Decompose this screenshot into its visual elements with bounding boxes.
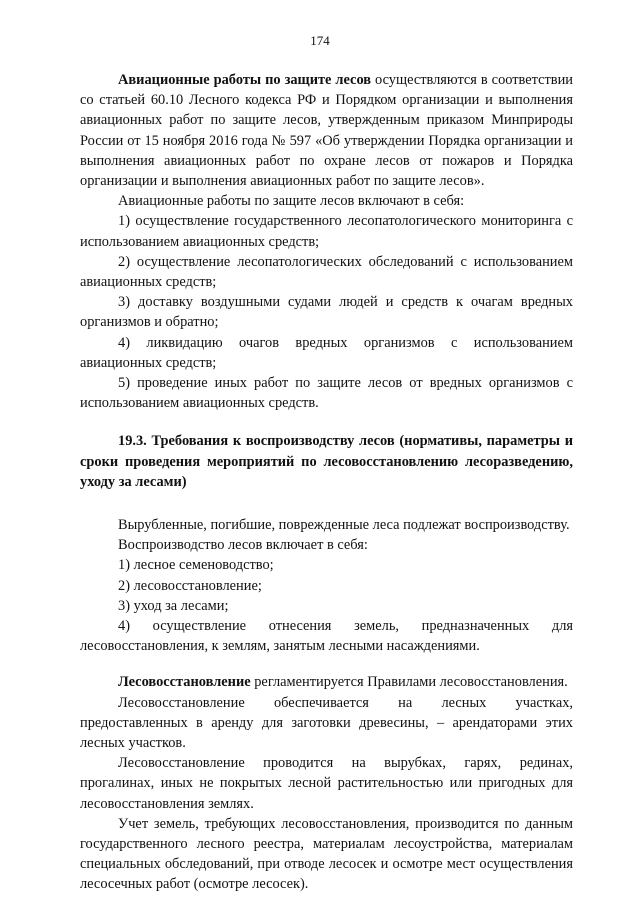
paragraph-reproduction-required: Вырубленные, погибшие, поврежденные леса подлежат воспроизводству. <box>118 516 570 533</box>
paragraph-reproduction-includes: Воспроизводство лесов включает в себя: <box>118 537 368 554</box>
spacer <box>80 656 573 672</box>
list-item-reproduction-4: 4) осуществление отнесения земель, предназначенных для лесовосстановления, к землям, занятым лесными насаждениями. <box>80 617 573 655</box>
paragraph-aviation-includes: Авиационные работы по защите лесов включают в себя: <box>118 193 465 210</box>
paragraph-reforestation-rules: Лесовосстановление регламентируется Правилами лесовосстановления. <box>118 674 568 691</box>
list-item-aviation-5: 5) проведение иных работ по защите лесов от вредных организмов с использованием авиационных средств. <box>80 375 573 412</box>
paragraph-aviation-intro: Авиационные работы по защите лесов осуществляются в соответствии со статьей 60.10 Лесного кодекса РФ и Порядком организации и выполнения авиационных работ по защите лесов, утвержденным приказом Минприроды России от 15 ноября 2016 года № 597 «Об утверждении Порядка организации и выполнения авиационных работ по охране лесов от пожаров и Порядка организации и выполнения авиационных работ по защите лесов». <box>80 72 573 190</box>
paragraph-reforestation-lessees: Лесовосстановление обеспечивается на лесных участках, предоставленных в аренду для заготовки древесины, – арендаторами этих лесных участков. <box>80 694 573 751</box>
list-item-reproduction-3: 3) уход за лесами; <box>118 597 229 614</box>
list-item-reproduction-1: 1) лесное семеноводство; <box>118 557 274 574</box>
page-number: 174 <box>310 33 330 48</box>
list-item-reproduction-2: 2) лесовосстановление; <box>118 577 262 594</box>
list-item-aviation-4: 4) ликвидацию очагов вредных организмов с использованием авиационных средств; <box>80 334 573 371</box>
list-item-aviation-2: 2) осуществление лесопатологических обследований с использованием авиационных средств; <box>80 253 573 291</box>
paragraph-land-accounting: Учет земель, требующих лесовосстановления, производится по данным государственного лесного реестра, материалам лесоустройства, материалам специальных обследований, при отводе лесосек и осмотре мест осуществления лесосечных работ (осмотре лесосек). <box>80 815 573 893</box>
paragraph-reforestation-areas: Лесовосстановление проводится на вырубках, гарях, рединах, прогалинах, иных не покрытых лесной растительностью или пригодных для лесовосстановления землях. <box>80 755 573 812</box>
bold-term-aviation: Авиационные работы по защите лесов <box>118 72 372 88</box>
page-content <box>80 70 573 895</box>
section-heading-19-3: 19.3. Требования к воспроизводству лесов (нормативы, параметры и сроки проведения мероприятий по лесовосстановлению лесоразведению, уходу за лесами) <box>80 433 573 491</box>
list-item-aviation-1: 1) осуществление государственного лесопатологического мониторинга с использованием авиационных средств; <box>80 213 573 250</box>
reproduction-list <box>80 555 573 616</box>
list-item-aviation-3: 3) доставку воздушными судами людей и средств к очагам вредных организмов и обратно; <box>80 294 573 331</box>
bold-term-reforestation: Лесовосстановление <box>118 674 251 691</box>
